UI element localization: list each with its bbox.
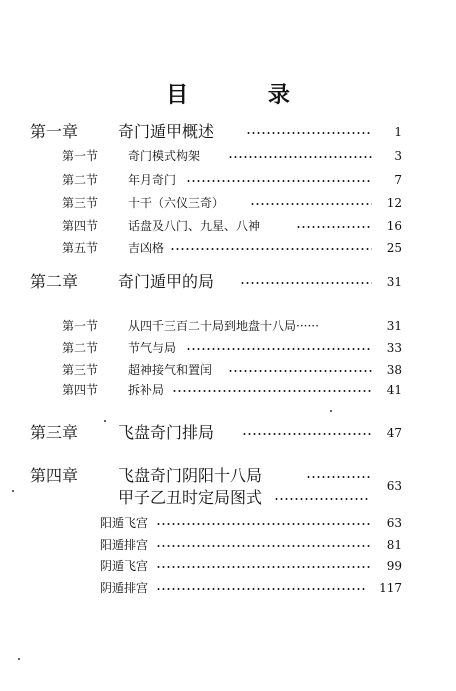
section-title: 从四千三百二十局到地盘十八局······: [128, 319, 319, 333]
chapter-title: 奇门遁甲的局: [118, 272, 215, 291]
chapter-label: 第四章: [30, 466, 79, 485]
page-number: 41: [386, 383, 402, 397]
toc-chapter-row: [0, 423, 456, 443]
page-number: 117: [379, 581, 402, 595]
dot-leader: [296, 226, 372, 228]
page-number: 16: [386, 219, 402, 233]
toc-chapter-row: [0, 122, 456, 142]
chapter-title-line-2: 甲子乙丑时定局图式: [118, 488, 263, 507]
dot-leader: [242, 433, 372, 435]
section-title: 节气与局: [128, 341, 177, 355]
section-label: 第二节: [62, 173, 99, 187]
toc-subitem-row: [0, 535, 456, 555]
dot-leader: [172, 390, 372, 392]
dot-leader: [156, 523, 372, 525]
chapter-label: 第二章: [30, 272, 79, 291]
page-number: 7: [394, 173, 402, 187]
section-label: 第三节: [62, 196, 99, 210]
toc-subitem-row: [0, 556, 456, 576]
dot-leader: [228, 156, 372, 158]
page-number: 33: [386, 341, 402, 355]
dot-leader: [186, 180, 372, 182]
section-label: 第四节: [62, 219, 99, 233]
toc-section-row: [0, 146, 456, 166]
toc-subitem-row: [0, 578, 456, 598]
toc-section-row: [0, 316, 456, 336]
dot-leader: [186, 348, 372, 350]
dot-leader: [156, 566, 372, 568]
section-label: 第三节: [62, 363, 99, 377]
page-title: 目 录: [166, 82, 326, 108]
section-title: 奇门模式构架: [128, 149, 201, 163]
page-number: 12: [386, 196, 402, 210]
page-number: 63: [386, 516, 402, 530]
section-title: 十干（六仪三奇）: [128, 196, 225, 210]
page-number: 47: [386, 426, 402, 440]
section-label: 第四节: [62, 383, 99, 397]
toc-section-row: [0, 238, 456, 258]
page-number: 38: [386, 363, 402, 377]
section-label: 第一节: [62, 149, 99, 163]
toc-chapter-page-row: [0, 476, 456, 496]
section-label: 第二节: [62, 341, 99, 355]
chapter-label: 第三章: [30, 423, 79, 442]
dot-leader: [274, 498, 370, 500]
toc-section-row: [0, 360, 456, 380]
page-number: 31: [386, 275, 402, 289]
toc-section-row: [0, 380, 456, 400]
toc-section-row: [0, 338, 456, 358]
chapter-title: 奇门遁甲概述: [118, 122, 215, 141]
section-label: 第一节: [62, 319, 99, 333]
subitem-title: 阴遁飞宫: [100, 559, 149, 573]
page-number: 99: [386, 559, 402, 573]
dot-leader: [170, 248, 372, 250]
section-label: 第五节: [62, 241, 99, 255]
page-number: 81: [386, 538, 402, 552]
scan-speck: [330, 410, 332, 412]
dot-leader: [156, 588, 366, 590]
toc-chapter-row: [0, 272, 456, 292]
section-title: 吉凶格: [128, 241, 165, 255]
chapter-title: 飞盘奇门排局: [118, 423, 215, 442]
subitem-title: 阴遁排宫: [100, 581, 149, 595]
toc-section-row: [0, 216, 456, 236]
page-number: 25: [386, 241, 402, 255]
chapter-title-line-1: 飞盘奇门阴阳十八局: [118, 466, 263, 485]
toc-section-row: [0, 193, 456, 213]
section-title: 年月奇门: [128, 173, 177, 187]
toc-subitem-row: [0, 513, 456, 533]
toc-section-row: [0, 170, 456, 190]
chapter-label: 第一章: [30, 122, 79, 141]
page-number: 1: [394, 125, 402, 139]
scan-speck: [12, 490, 14, 492]
section-title: 超神接气和置闰: [128, 363, 213, 377]
dot-leader: [156, 545, 372, 547]
page-number: 31: [386, 319, 402, 333]
page-number: 63: [386, 479, 402, 493]
scan-speck: [104, 420, 106, 422]
dot-leader: [246, 132, 370, 134]
section-title: 拆补局: [128, 383, 165, 397]
dot-leader: [228, 370, 372, 372]
subitem-title: 阳遁排宫: [100, 538, 149, 552]
scan-speck: [18, 658, 20, 660]
subitem-title: 阳遁飞宫: [100, 516, 149, 530]
dot-leader: [240, 282, 372, 284]
dot-leader: [250, 203, 372, 205]
page-number: 3: [394, 149, 402, 163]
section-title: 话盘及八门、九星、八神: [128, 219, 261, 233]
